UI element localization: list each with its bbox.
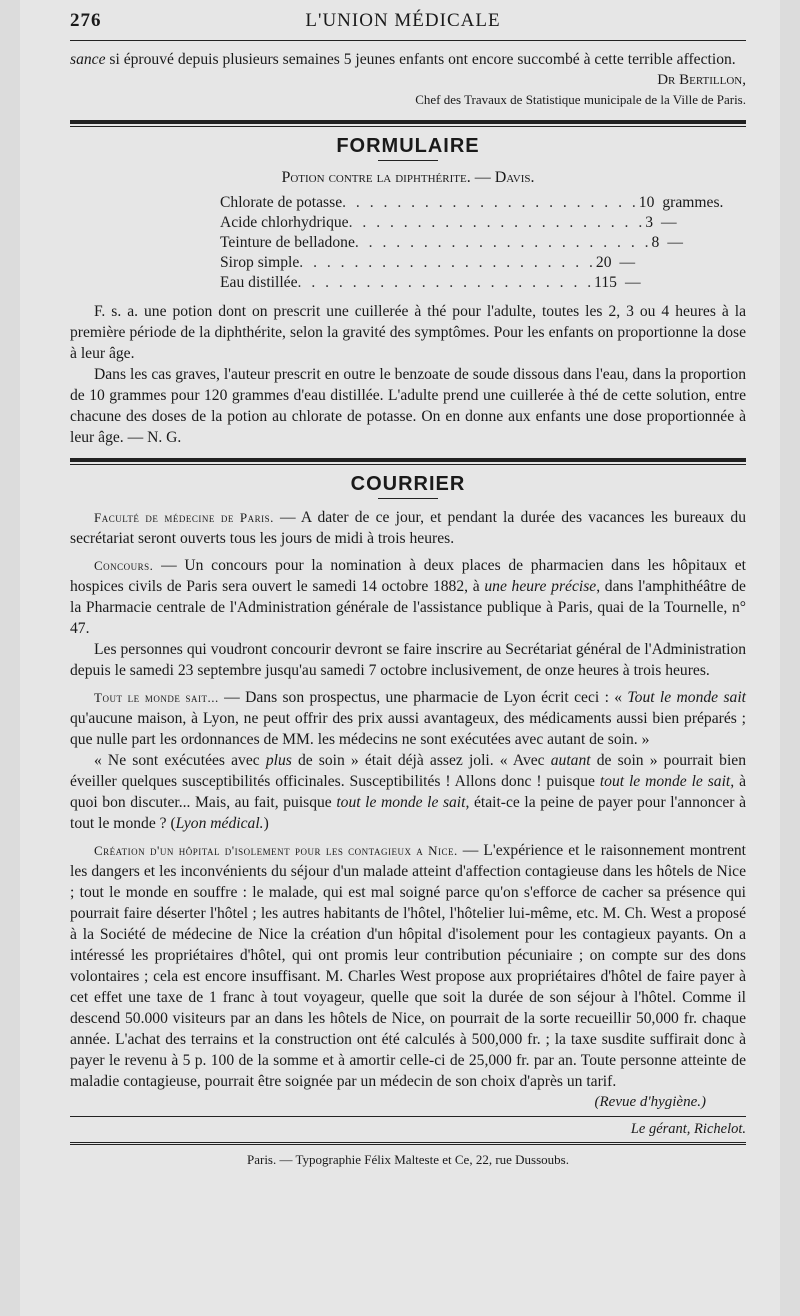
- printer-line: Paris. — Typographie Félix Malteste et Ce, 22, rue Dussoubs.: [246, 1152, 569, 1167]
- section-divider: [70, 120, 746, 127]
- section-title-formulaire: FORMULAIRE: [336, 135, 480, 157]
- recipe-row: Teinture de belladone . . . . . . . . . . . . . . . . . . . . . . 8 —: [220, 234, 683, 251]
- recipe-row: Chlorate de potasse . . . . . . . . . . . . . . . . . . . . . . 10 grammes.: [220, 194, 724, 211]
- page-number: 276: [70, 10, 102, 31]
- gerant-signature: Le gérant, Richelot.: [630, 1121, 746, 1137]
- section-divider: [70, 458, 746, 465]
- concours-paragraph: Concours. — Un concours pour la nomination à deux places de pharmacien dans les hôpitaux et hospices civils de Paris sera ouvert le samedi 14 octobre 1882, à une heure précise, dans l'amphithéâtre de la Pharmacie centrale de l'Administration générale de l'assistance publique à Paris, quai de la Tournelle, n° 47.: [70, 557, 746, 637]
- footer-rule: [70, 1116, 746, 1117]
- creation-source: (Revue d'hygiène.): [594, 1094, 706, 1110]
- intro-signature: Dr Bertillon,: [657, 72, 746, 88]
- tout-le-monde-paragraph: Tout le monde sait... — Dans son prospectus, une pharmacie de Lyon écrit ceci : « Tout le monde sait qu'aucune maison, à Lyon, ne peut offrir des prix aussi avantageux, des médicaments aussi bien préparés ; que nulle part les ordonnances de MM. les médecins ne sont exécutées avec autant de soin. »: [70, 689, 746, 748]
- recipe-row: Sirop simple . . . . . . . . . . . . . . . . . . . . . . 20 —: [220, 254, 636, 271]
- journal-title: L'UNION MÉDICALE: [305, 10, 501, 31]
- header-rule: [70, 40, 746, 41]
- intro-signature-role: Chef des Travaux de Statistique municipale de la Ville de Paris.: [415, 92, 746, 107]
- formulaire-section: [70, 135, 746, 448]
- title-underline: [378, 160, 438, 161]
- intro-block: [70, 49, 746, 110]
- concours-paragraph-2: Les personnes qui voudront concourir devront se faire inscrire au Secrétariat général de l'Administration depuis le samedi 23 septembre jusqu'au samedi 7 octobre inclusivement, de onze heures à trois heures.: [70, 641, 746, 679]
- tout-le-monde-paragraph-2: « Ne sont exécutées avec plus de soin » était déjà assez joli. « Avec autant de soin » pourrait bien éveiller quelques susceptibilités officinales. Susceptibilités ! Allons donc ! puisque tout le monde le sait, à quoi bon discuter... Mais, au fait, puisque tout le monde le sait, était-ce la peine de payer pour l'annoncer à tout le monde ? (Lyon médical.): [70, 752, 746, 832]
- courrier-section: [70, 473, 746, 1112]
- recipe-table: [220, 193, 724, 293]
- faculte-paragraph: Faculté de médecine de Paris. — A dater de ce jour, et pendant la durée des vacances les bureaux du secrétariat seront ouverts tous les jours de midi à trois heures.: [70, 509, 747, 547]
- intro-paragraph: sance si éprouvé depuis plusieurs semaines 5 jeunes enfants ont encore succombé à cette terrible affection.: [70, 51, 736, 68]
- potion-title: Potion contre la diphthérite. — Davis.: [281, 169, 535, 186]
- section-title-courrier: COURRIER: [350, 473, 466, 495]
- page-header: [70, 10, 746, 40]
- recipe-row: Acide chlorhydrique . . . . . . . . . . . . . . . . . . . . . . 3 —: [220, 214, 677, 231]
- title-underline: [378, 498, 438, 499]
- footer-double-rule: [70, 1142, 746, 1148]
- newspaper-page: [20, 0, 780, 1316]
- recipe-row: Eau distillée . . . . . . . . . . . . . . . . . . . . . . 115 —: [220, 274, 641, 291]
- creation-paragraph: Création d'un hôpital d'isolement pour les contagieux a Nice. — L'expérience et le raisonnement montrent les dangers et les inconvénients du séjour d'un malade atteint d'affection contagieuse dans les hôtels de Nice ; tout le monde en souffre : le malade, qui est mal soigné parce qu'on s'efforce de cacher sa présence qui pourrait faire déserter l'hôtel ; les autres habitants de l'hôtel, l'hôtelier lui-même, etc. M. Ch. West a proposé à la Société de médecine de Nice la création d'un hôpital d'isolement pour les contagieux payants. On a intéressé les propriétaires d'hôtel, qui ont promis leur contribution pécuniaire ; on compte sur des dons volontaires ; cela est encore insuffisant. M. Charles West propose aux propriétaires d'hôtel de faire payer à cet effet une taxe de 1 franc à tout voyageur, quelle que soit la durée de son séjour à l'hôtel. Comme il descend 50.000 visiteurs par an dans les hôtels de Nice, on pourrait de la sorte recueillir 50,000 fr. chaque année. L'achat des terrains et la construction ont été calculés à 500,000 fr. ; la taxe susdite suffirait donc à payer le revenu à 5 p. 100 de la somme et à amortir celle-ci de 25,000 fr. par an. Toute personne atteinte de maladie contagieuse, pourrait être soignée par un médecin de son choix d'après un tarif.: [70, 842, 746, 1090]
- formulaire-paragraph-2: Dans les cas graves, l'auteur prescrit en outre le benzoate de soude dissous dans l'eau, dans la proportion de 10 grammes pour 120 grammes d'eau distillée. L'adulte prend une cuillerée à thé de cette solution, entre chacune des doses de la potion au chlorate de potasse. On en donne aux enfants une dose proportionnée à leur âge. — N. G.: [70, 366, 746, 446]
- formulaire-paragraph-1: F. s. a. une potion dont on prescrit une cuillerée à thé pour l'adulte, toutes les 2, 3 ou 4 heures à la première période de la diphthérite, selon la gravité des symptômes. Pour les enfants on proportionne la dose à leur âge.: [70, 303, 746, 362]
